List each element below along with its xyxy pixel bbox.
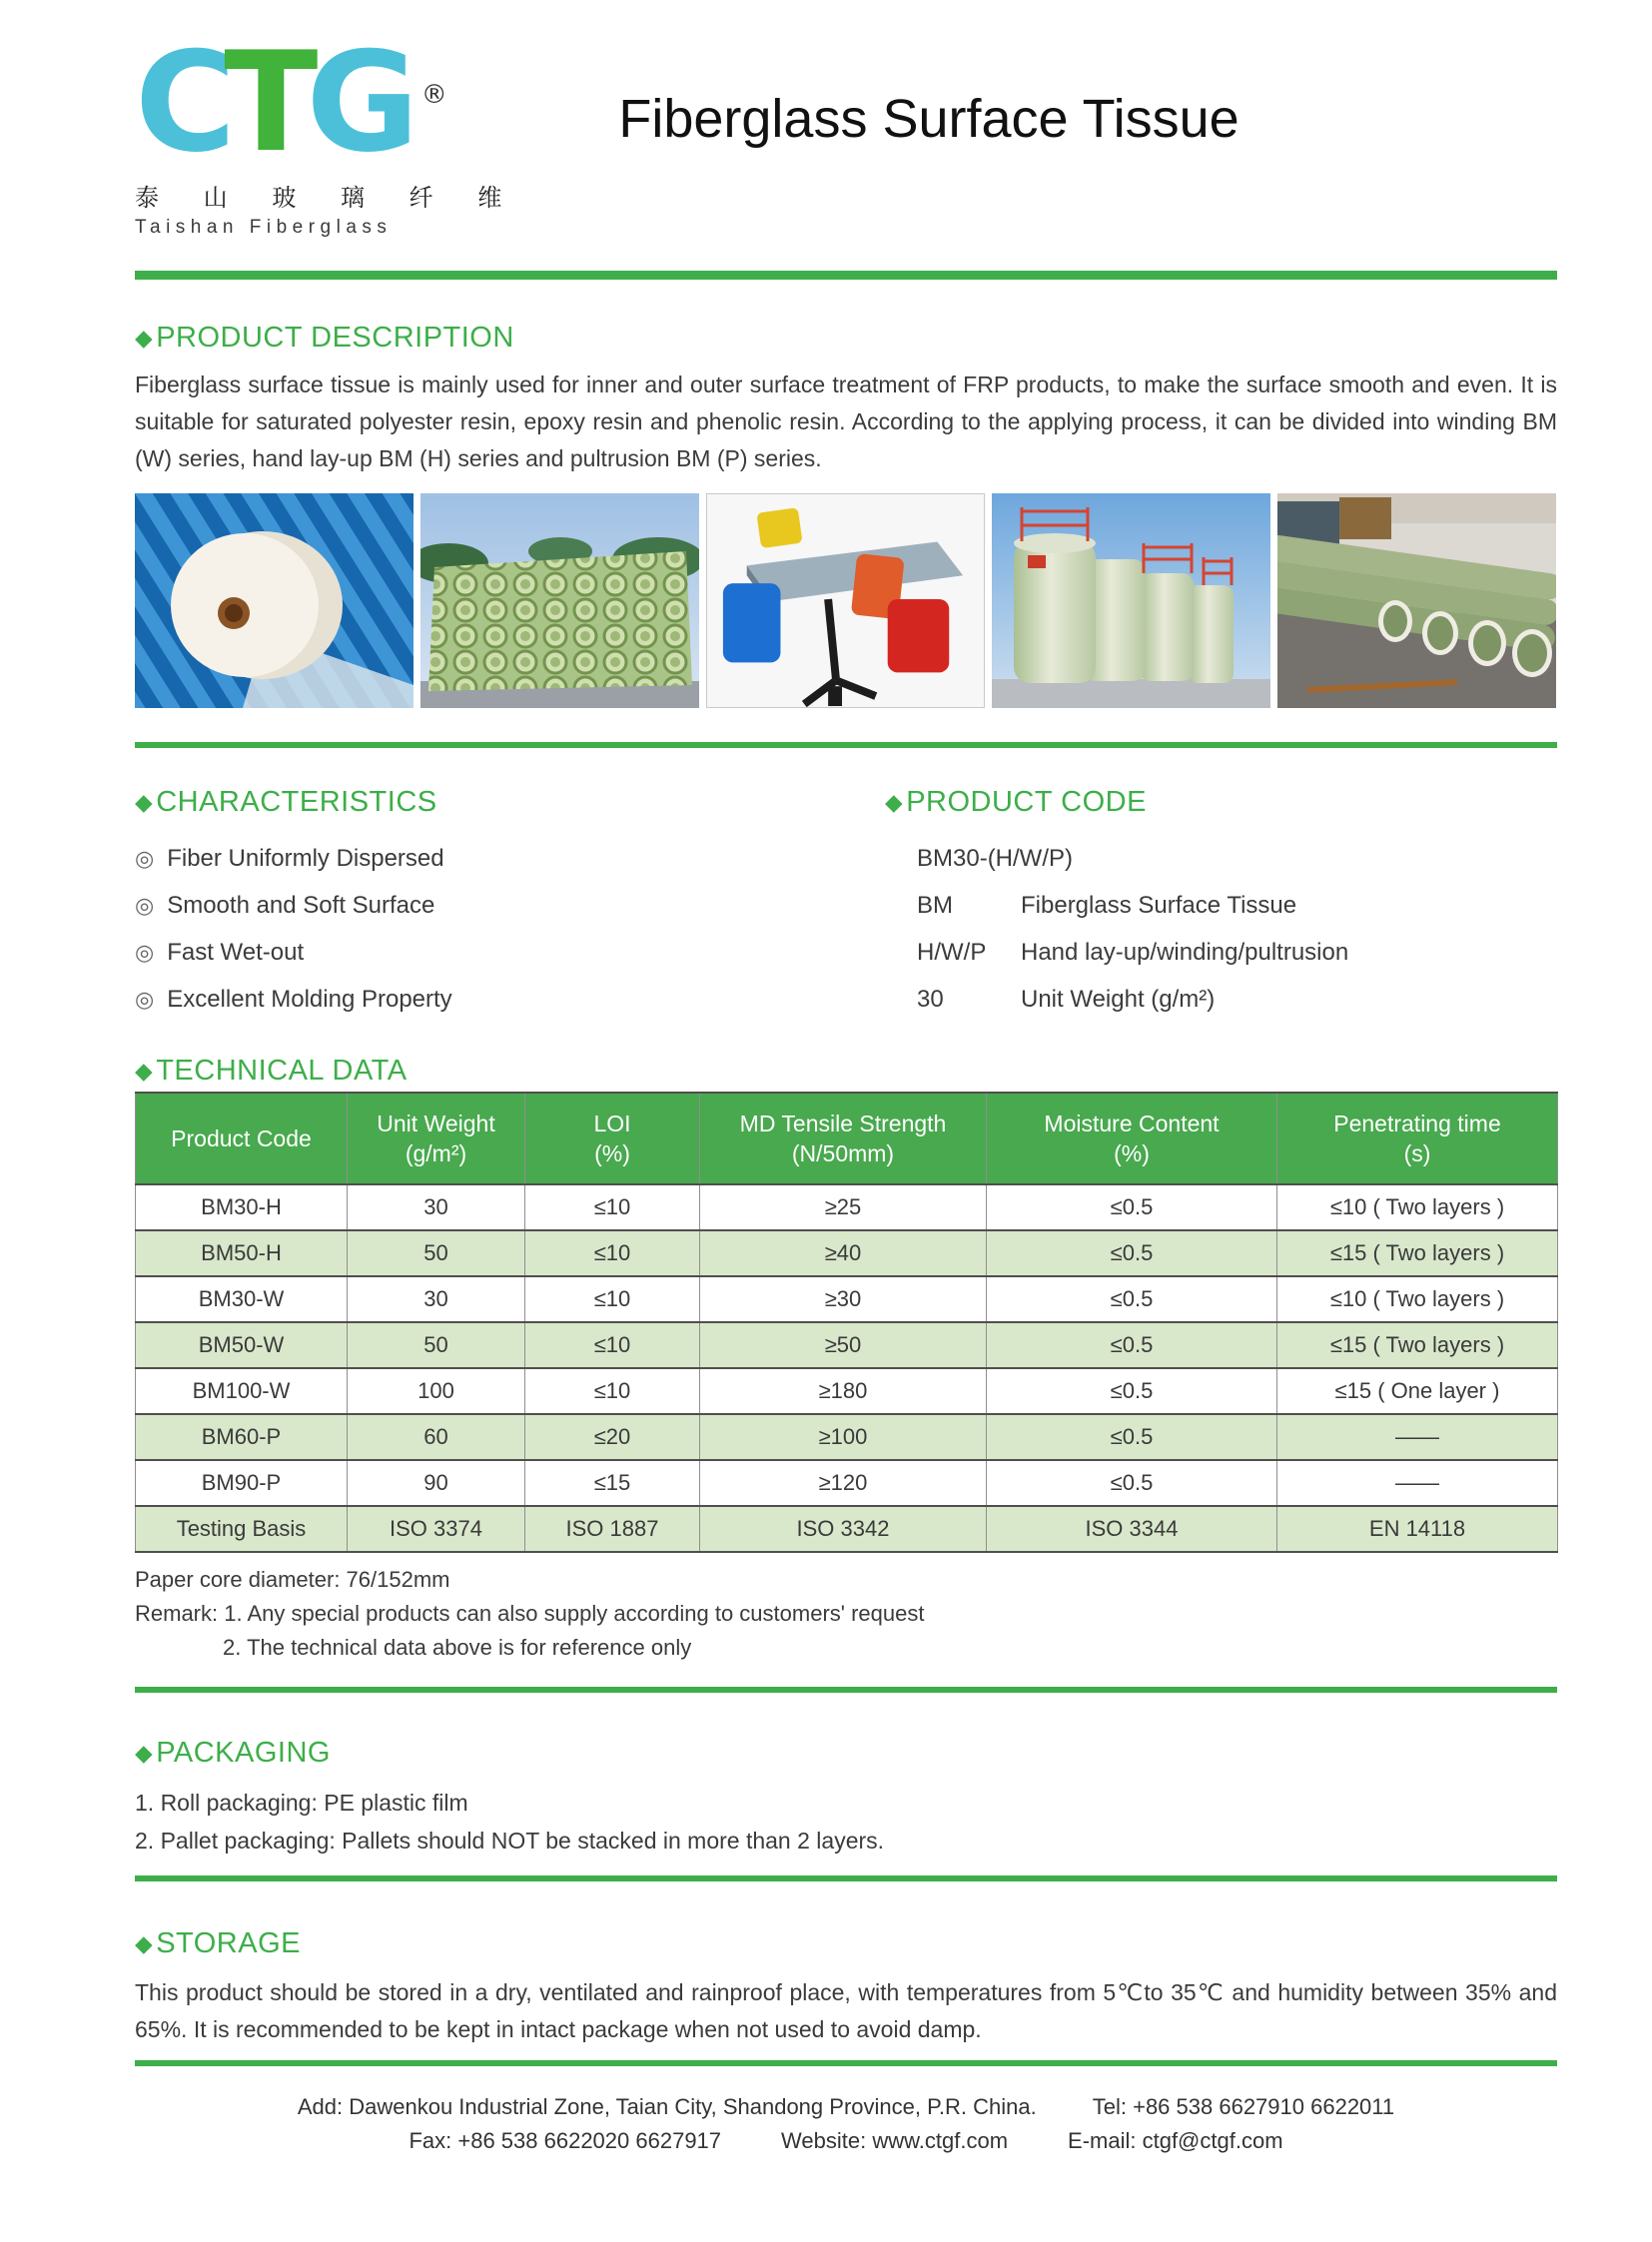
bullseye-bullet-icon: ◎: [135, 846, 155, 871]
cell: ≤15 ( One layer ): [1277, 1368, 1558, 1414]
table-row: [136, 1414, 1558, 1460]
footer-line-1: [135, 2090, 1557, 2124]
diamond-icon: ◆: [135, 1930, 154, 1956]
table-row: [136, 1230, 1558, 1276]
characteristic-text: Fiber Uniformly Dispersed: [167, 845, 444, 872]
cell: ≤10: [525, 1368, 700, 1414]
section-title: PRODUCT CODE: [906, 786, 1147, 818]
cell: ≤10 ( Two layers ): [1277, 1184, 1558, 1230]
characteristics-product-code-section: [135, 786, 1557, 1023]
section-title: STORAGE: [156, 1927, 301, 1959]
cell: 30: [348, 1184, 525, 1230]
cell: ≥120: [700, 1460, 987, 1506]
code-key: BM: [917, 892, 953, 919]
col-header-product-code: Product Code: [136, 1093, 348, 1184]
characteristic-text: Excellent Molding Property: [167, 986, 452, 1013]
characteristic-text: Fast Wet-out: [167, 939, 305, 966]
cell: BM30-H: [136, 1184, 348, 1230]
cell: 30: [348, 1276, 525, 1322]
cell: 60: [348, 1414, 525, 1460]
divider-before-footer: [135, 2060, 1557, 2066]
cell: ≤0.5: [987, 1184, 1277, 1230]
list-item: [135, 835, 885, 882]
diamond-icon: ◆: [135, 789, 154, 815]
page-content: [135, 0, 1557, 2158]
cell: ≤20: [525, 1414, 700, 1460]
product-code-column: [885, 786, 1557, 1023]
packaging-item: 2. Pallet packaging: Pallets should NOT be stacked in more than 2 layers.: [135, 1828, 885, 1854]
cell: ≥50: [700, 1322, 987, 1368]
section-title: PACKAGING: [156, 1737, 331, 1769]
col-header-md-tensile-strength: MD Tensile Strength (N/50mm): [700, 1093, 987, 1184]
cell: BM50-H: [136, 1230, 348, 1276]
product-photos: [135, 493, 1557, 708]
product-code-formula: BM30-(H/W/P): [917, 845, 1073, 872]
cell: ≥40: [700, 1230, 987, 1276]
cell: ≤10 ( Two layers ): [1277, 1276, 1558, 1322]
logo-letter-t: T: [224, 22, 307, 183]
section-title: TECHNICAL DATA: [156, 1055, 408, 1087]
fiberglass-roll-image: [135, 493, 413, 708]
logo-english-name: Taishan Fiberglass: [135, 217, 393, 238]
table-row: [136, 1460, 1558, 1506]
col-header-moisture-content: Moisture Content (%): [987, 1093, 1277, 1184]
table-row: [136, 1322, 1558, 1368]
product-code-body: [885, 835, 1557, 1023]
packaging-item: 1. Roll packaging: PE plastic film: [135, 1790, 468, 1816]
cell: ≤0.5: [987, 1414, 1277, 1460]
cell: BM100-W: [136, 1368, 348, 1414]
table-notes: [135, 1563, 1557, 1665]
section-heading-technical-data: [135, 1055, 1557, 1088]
cell: ISO 3342: [700, 1506, 987, 1552]
logo-letter-c: C: [135, 22, 225, 183]
cell: ≥30: [700, 1276, 987, 1322]
cell: BM30-W: [136, 1276, 348, 1322]
code-value: Unit Weight (g/m²): [1021, 986, 1216, 1013]
ctg-logo: [135, 22, 520, 183]
table-row: [136, 1184, 1558, 1230]
table-row: [136, 1276, 1558, 1322]
table-body: [136, 1184, 1558, 1552]
cell: 50: [348, 1322, 525, 1368]
diamond-icon: ◆: [135, 1740, 154, 1766]
cell: ≤0.5: [987, 1276, 1277, 1322]
col-header-loi: LOI (%): [525, 1093, 700, 1184]
col-header-unit-weight: Unit Weight (g/m²): [348, 1093, 525, 1184]
cell: ≤0.5: [987, 1460, 1277, 1506]
section-heading-packaging: [135, 1737, 1557, 1770]
technical-data-table: [135, 1092, 1558, 1553]
section-heading-characteristics: [135, 786, 885, 819]
bullseye-bullet-icon: ◎: [135, 893, 155, 918]
divider-before-storage: [135, 1875, 1557, 1881]
cell: ≤15 ( Two layers ): [1277, 1322, 1558, 1368]
section-heading-product-code: [885, 786, 1557, 819]
photo-canteen-table-chairs: [706, 493, 985, 708]
cell: 50: [348, 1230, 525, 1276]
note-paper-core: Paper core diameter: 76/152mm: [135, 1567, 450, 1592]
cell: ISO 3344: [987, 1506, 1277, 1552]
cell: BM50-W: [136, 1322, 348, 1368]
pipes-warehouse-image: [1277, 493, 1556, 708]
packaging-list: [135, 1784, 1557, 1860]
logo-chinese-name: 泰 山 玻 璃 纤 维: [135, 185, 521, 212]
cell: ISO 1887: [525, 1506, 700, 1552]
cell: ≤10: [525, 1184, 700, 1230]
cell: 100: [348, 1368, 525, 1414]
cell: ≤15 ( Two layers ): [1277, 1230, 1558, 1276]
cell: ≤15: [525, 1460, 700, 1506]
table-chairs-image: [707, 494, 984, 707]
cell: 90: [348, 1460, 525, 1506]
divider-top: [135, 271, 1557, 280]
storage-text: This product should be stored in a dry, ventilated and rainproof place, with temperatures from 5℃to 35℃ and humidity between 35% and 65%. It is recommended to be kept in intact package when not used to avoid damp.: [135, 1979, 1557, 2042]
list-item: [135, 929, 885, 976]
cell: ≤0.5: [987, 1368, 1277, 1414]
note-remark-1: Remark: 1. Any special products can also supply according to customers' request: [135, 1601, 925, 1626]
footer-email: E-mail: ctgf@ctgf.com: [1068, 2128, 1283, 2153]
diamond-icon: ◆: [135, 325, 154, 351]
divider-before-packaging: [135, 1687, 1557, 1693]
table-row: [136, 1368, 1558, 1414]
bullseye-bullet-icon: ◎: [135, 987, 155, 1012]
cell: ≥25: [700, 1184, 987, 1230]
table-row-testing-basis: [136, 1506, 1558, 1552]
cell: ≤10: [525, 1322, 700, 1368]
section-heading-storage: [135, 1927, 1557, 1960]
section-heading-product-description: [135, 322, 1557, 355]
photo-frp-pipes-warehouse: [1277, 493, 1556, 708]
cell: EN 14118: [1277, 1506, 1558, 1552]
cell: ≥180: [700, 1368, 987, 1414]
footer-telephone: Tel: +86 538 6627910 6622011: [1092, 2094, 1395, 2119]
cell: ≥100: [700, 1414, 987, 1460]
cell: ≤0.5: [987, 1322, 1277, 1368]
tanks-image: [992, 493, 1270, 708]
footer-address: Add: Dawenkou Industrial Zone, Taian City, Shandong Province, P.R. China.: [297, 2094, 1037, 2119]
product-description-text: Fiberglass surface tissue is mainly used for inner and outer surface treatment of FRP products, to make the surface smooth and even. It is suitable for saturated polyester resin, epoxy resin and phenolic resin. According to the applying process, it can be divided into winding BM (W) series, hand lay-up BM (H) series and pultrusion BM (P) series.: [135, 372, 1557, 471]
code-value: Fiberglass Surface Tissue: [1021, 892, 1297, 919]
cell: ISO 3374: [348, 1506, 525, 1552]
footer-fax: Fax: +86 538 6622020 6627917: [409, 2128, 722, 2153]
table-header: [136, 1093, 1558, 1184]
product-code-entry: [917, 929, 1557, 976]
product-code-entry: [917, 976, 1557, 1023]
cell: ——: [1277, 1414, 1558, 1460]
company-logo: [135, 22, 521, 239]
characteristics-column: [135, 786, 885, 1023]
cell: ≤10: [525, 1230, 700, 1276]
footer-line-2: [135, 2124, 1557, 2158]
photo-frp-storage-tanks: [992, 493, 1270, 708]
cell: BM90-P: [136, 1460, 348, 1506]
diamond-icon: ◆: [885, 789, 904, 815]
code-key: 30: [917, 986, 944, 1013]
cell: ≤10: [525, 1276, 700, 1322]
section-title: PRODUCT DESCRIPTION: [156, 322, 514, 354]
photo-fiberglass-tissue-roll: [135, 493, 413, 708]
code-key: H/W/P: [917, 939, 987, 966]
cell: ≤0.5: [987, 1230, 1277, 1276]
list-item: [135, 976, 885, 1023]
footer-website: Website: www.ctgf.com: [781, 2128, 1009, 2153]
list-item: [135, 882, 885, 929]
note-remark-2: 2. The technical data above is for reference only: [223, 1635, 692, 1660]
bullseye-bullet-icon: ◎: [135, 940, 155, 965]
page-title: Fiberglass Surface Tissue: [618, 89, 1239, 149]
characteristic-text: Smooth and Soft Surface: [167, 892, 435, 919]
product-code-entry: [917, 882, 1557, 929]
footer: [135, 2090, 1557, 2158]
code-value: Hand lay-up/winding/pultrusion: [1021, 939, 1349, 966]
header: [135, 0, 1557, 271]
diamond-icon: ◆: [135, 1058, 154, 1084]
photo-frp-pipes-stacked: [420, 493, 699, 708]
characteristics-list: [135, 835, 885, 1023]
registered-trademark-icon: ®: [420, 80, 447, 110]
divider-after-photos: [135, 742, 1557, 748]
cell: BM60-P: [136, 1414, 348, 1460]
cell: ——: [1277, 1460, 1558, 1506]
col-header-penetrating-time: Penetrating time (s): [1277, 1093, 1558, 1184]
logo-letter-g: G: [306, 22, 408, 183]
cell: Testing Basis: [136, 1506, 348, 1552]
section-title: CHARACTERISTICS: [156, 786, 437, 818]
pipe-stack-image: [420, 493, 699, 708]
